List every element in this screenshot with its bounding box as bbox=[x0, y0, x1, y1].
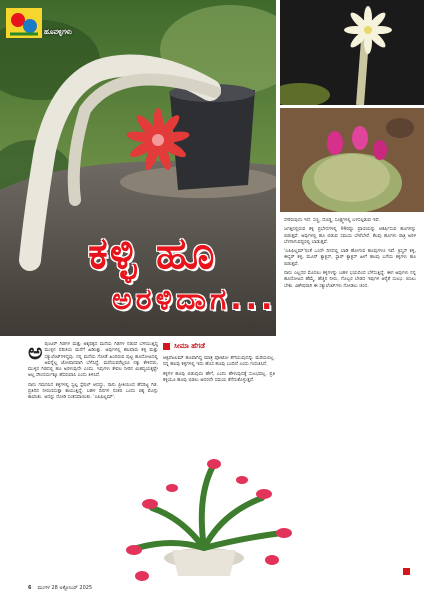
side-photo-white-flower bbox=[280, 0, 424, 105]
end-of-article-marker bbox=[403, 568, 410, 575]
masthead-label: ಹೂವಳ್ಳಿಗಳು bbox=[44, 28, 72, 36]
column-3-paragraph-1: ಸೇರಿರುವುದು ಇದೆ. ಸಣ್ಣ, ದೊಡ್ಡ, ಸೂಕ್ಷ್ಮಗಳಲ್ಲಿ ಬಳಸಲ್ಪಡುವ ಇವೆ. bbox=[284, 218, 381, 223]
author-name: ಸೀಮಾ ಹೆಗಡೆ bbox=[174, 342, 205, 350]
article-column-2 bbox=[163, 356, 275, 436]
masthead-logo bbox=[6, 8, 42, 38]
column-2-paragraph-2: ಕಳ್ಳಿಗಳ ಹೂವು ಬಿಡುವುದು ಹೇಗೆ, ಎಂದು ಹೇಳುವುದಕ್ಕೆ ಸುಲಭವಲ್ಲ. ಪ್ರತಿ ಕಳ್ಳಿಯೂ ಹೂವು ಬಿಡಲು ಅದರದೇ ಸಮಯ ತೆಗೆದುಕೊಳ್ಳುತ್ತದೆ. bbox=[163, 371, 275, 383]
issue-date: ಮಂಗಳ 28 ಅಕ್ಟೋಬರ್ 2025 bbox=[37, 585, 93, 591]
side-photo-pink-cactus bbox=[280, 108, 424, 212]
column-1-paragraph-2: ನಾನು ಗಮನಿಸಿದ ಕಳ್ಳಿಗಳಲ್ಲಿ ಸ್ವಲ್ಪ ಸ್ಪೆಷಲ್ ಆದದ್ದು, ನಾನು ಪ್ರೀತಿಯಿಂದ ಹೆಸರಿಟ್ಟ ಗಿಡ. ಪ್ರತಿದಿನ ನೀರುಣಿಸುತ್ತಾ ಕಾಯುತ್ತಿದ್ದೆ. ಬಹಳ ದಿನಗಳ ನಂತರ ಒಂದು ಚಿಕ್ಕ ಮೊಗ್ಗು ಕಾಣಿಸಿತು. ಅದನ್ನು ನೋಡಿ ಸಂತಸವಾಯಿತು. 'ಎಪಿಫಿಲ್ಲಮ್'. bbox=[28, 382, 158, 401]
drop-cap: ಅ bbox=[28, 342, 43, 365]
byline-marker bbox=[163, 343, 170, 350]
bottom-photo-christmas-cactus bbox=[112, 438, 308, 588]
column-3-paragraph-4: ನಾನು ಎಲ್ಲದರ ಮೊದಲು ಕಳ್ಳಿಗಳನ್ನು ಬಹಳ ಭಯದಿಂದ ಬೆಳೆಸುತ್ತಿದ್ದೆ. ಈಗ ಅವುಗಳು ನನ್ನ ಹೂದೋಟದ ಹೆಮ್ಮೆ. ಹೆಚ್ಚಿನ ನೀರು, ಗೊಬ್ಬರ ಬೇಡದ ಇವುಗಳ ಆರೈಕೆ ಸುಲಭ. ಬಿಸಿಲು ಬೇಕು. ವಿಶೇಷವಾಗಿ ಈ ಸಕ್ಯುಲೆಂಟ್‌ಗಳು ನೋಡಲು ಚಂದ. bbox=[284, 271, 416, 289]
column-3-paragraph-3: 'ಎಪಿಫಿಲ್ಲಮ್'ನಂತೆ ಒಂದೇ ದಿನದಲ್ಲಿ ಬಾಡಿ ಹೋಗುವ ಹೂವುಗಳೂ ಇವೆ. ಕ್ರಿಸ್ಮಸ್ ಕಳ್ಳಿ, ಈಸ್ಟರ್ ಕಳ್ಳಿ, ಮೂನ್ ಕ್ಯಾಕ್ಟಸ್, ಸ್ಟಾರ್ ಕ್ಯಾಕ್ಟಸ್ ಹೀಗೆ ಹಲವು ಬಗೆಯ ಕಳ್ಳಿಗಳು ಹೂ ಬಿಡುತ್ತವೆ. bbox=[284, 249, 416, 267]
article-title-line2: ಅರಳಿದಾಗ... bbox=[112, 282, 277, 317]
page-number: 6 bbox=[28, 585, 32, 591]
column-3-paragraph-2: ಜಗತ್ತಿನಲ್ಲಿರುವ ಕಳ್ಳಿ ಪ್ರಭೇದಗಳಲ್ಲಿ 99ರಷ್ಟು ಪ್ರಾಣಿಯನ್ನು ಆಕರ್ಷಿಸುವ ಹೂಗಳನ್ನು ಬಿಡುತ್ತವೆ. ಅವುಗಳಲ್ಲಿ ಹೂ ಬಿಡುವ ಸಮಯ ಬೇರೆಬೇರೆ. ಕೆಲವು ಹೂಗಳು ರಾತ್ರಿ ಅರಳಿ ಬೆಳಗಾಗುವಷ್ಟರಲ್ಲಿ ಬಾಡುತ್ತವೆ. bbox=[284, 227, 416, 245]
author-byline bbox=[163, 341, 205, 352]
article-title-line1: ಕಳ್ಳಿ ಹೂ bbox=[88, 228, 217, 279]
column-2-paragraph-1: ಆಕ್ಸಿಪೆಟಲಮ್ ಹೂವಾಗಿದ್ದ ಮಾತ್ರ ಫೋಟೋ ತೆಗೆಯುವುದನ್ನು ಮರೆಯಲಿಲ್ಲ. ನನ್ನ ಹಲವು ಕಳ್ಳಿಗಳಲ್ಲಿ ಇದು ಹೊಸ ಹೂವು ಬಂದಿದೆ ಎಂದು ಗುರುತಿಸಿದೆ. bbox=[163, 356, 275, 368]
page-footer bbox=[28, 585, 92, 591]
column-1-paragraph-1: ಪುಂಟರ್ ಗಿಡಗಳ ಮತ್ತು ಅಕ್ಕಪಕ್ಕದ ಮನೆಯ ಗಿಡಗಳ ನಡುವೆ ಬೆಳೆಯುತ್ತಿದ್ದ ಮುಳ್ಳಿನ ಪರಿಚಯ ಮನೆಗೆ ಹಿಡಿಸಿತ್ತು. ಅವುಗಳಲ್ಲಿ ಹಲವಾರು ಕಳ್ಳಿ ಮತ್ತು ಸಕ್ಯುಲೆಂಟ್‌ಗಳಿದ್ದವು. ನನ್ನ ಮನೆಯ ಗೋಡೆ ಹಿಂದಿರುವ ಪುಟ್ಟ ಹೂದೋಟದಲ್ಲಿ ಅವನ್ನೆಲ್ಲ ಜೋಪಾನವಾಗಿ ಬೆಳೆಸಿದ್ದೆ. ಮನೆಯವರೆಲ್ಲರೂ ನಕ್ಕು ಕೇಳಿದರು, ಮುಳ್ಳಿನ ಗಿಡದಲ್ಲಿ ಹೂ ಅರಳುವುದೇ ಎಂದು. ಇವುಗಳು ಕೇವಲ ನೀರಿನ ಮಿತವ್ಯಯಕ್ಕಷ್ಟೇ ಅಲ್ಲ ಸೌಂದರ್ಯಕ್ಕೂ ಹೆಸರುವಾಸಿ ಎಂದು ತಿಳಿಸಿದೆ. bbox=[28, 342, 158, 379]
